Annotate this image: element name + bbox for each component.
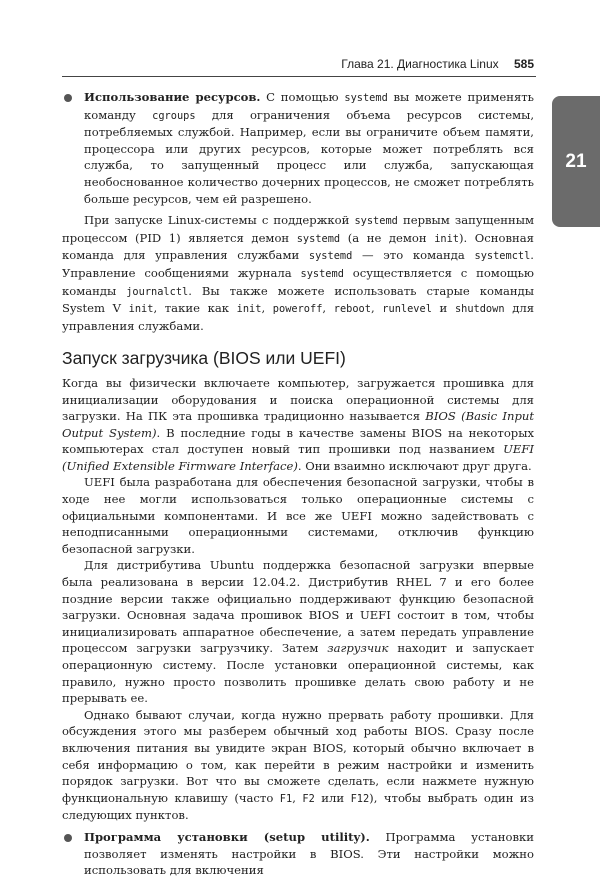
text: — это команда [352,248,475,263]
bullet-text [84,829,534,879]
text: и [431,301,455,316]
text: . Управление сообщениями журнала [62,248,534,280]
text: При запуске Linux-системы с поддержкой [84,213,355,228]
code: systemd [300,267,344,280]
text: , [370,301,383,316]
paragraph-systemd [62,212,534,334]
text: . Вы также можете использовать старые команды System V [62,283,534,316]
bullet-icon [64,94,72,102]
text: Когда вы физически включаете компьютер, загружается прошивка для инициализации оборудования и поиска операционной системы для загрузки. На ПК эта прошивка традиционно называется [62,375,534,424]
term: BIOS (Basic Input Output System) [62,409,534,440]
code: systemd [354,215,398,228]
bullet-setup-utility [62,829,534,879]
term: UEFI (Unified Extensible Firmware Interface) [62,442,534,473]
code: runlevel [382,303,432,316]
code: init [434,232,459,245]
code: F12 [350,792,370,805]
text: , [261,301,273,316]
text: первым запущенным процессом (PID 1) является демон [62,213,535,245]
bullet-term: Использование ресурсов. [84,90,261,104]
bullet-term: Программа установки (setup utility). [84,829,370,844]
paragraph-firmware [62,375,534,475]
header-divider [62,76,536,77]
code: init [128,303,154,316]
section-heading: Запуск загрузчика (BIOS или UEFI) [62,348,346,369]
text: , [322,301,334,316]
text: ). Основная команда для управления службами [62,230,534,263]
text: , [292,790,303,805]
page-body [62,89,534,879]
text: ), чтобы выбрать один из следующих пунктов. [62,790,534,823]
page-number: 585 [513,57,534,71]
chapter-tab-number: 21 [565,150,587,172]
chapter-tab [552,96,600,227]
chapter-title: Глава 21. Диагностика Linux [341,57,499,71]
text: вы можете применять команду [84,90,534,122]
text: . В последние годы в качестве замены BIOS на некоторых компьютерах стал доступен новый тип прошивки под названием [62,425,534,457]
code: systemctl [474,250,531,263]
text: или [314,790,351,805]
bullet-resource-usage [62,89,534,207]
code: F2 [302,792,315,805]
text: (а не демон [340,230,435,245]
code: systemd [344,92,388,104]
paragraph-ubuntu [62,557,534,706]
code: init [236,303,262,316]
code: shutdown [454,303,505,316]
text: Однако бывают случаи, когда нужно прервать работу прошивки. Для обсуждения этого мы разберем обычный ход работы BIOS. Сразу после включения питания вы увидите экран BIOS, который обычно включает в себя информацию о том, как перейти в режим настройки и изменить порядок загрузки. Вот что вы сможете сделать, если нажмете нужную функциональную клавишу (часто [62,707,534,805]
code: cgroups [152,109,196,122]
paragraph-bios-keys [62,707,534,824]
code: systemd [296,232,341,245]
code: F1 [279,792,293,805]
text: . Они взаимно исключают друг друга. [297,458,532,473]
text: Для дистрибутива Ubuntu поддержка безопасной загрузки впервые была реализована в версии 12.04.2. Дистрибутив RHEL 7 и его более поздние версии также официально поддерживают функцию безопасной загрузки. Основная задача прошивок BIOS и UEFI состоит в том, чтобы инициализировать аппаратное обеспечение, а затем передать управление процессом загрузки загрузчику. Затем [62,558,534,656]
paragraph-uefi: UEFI была разработана для обеспечения безопасной загрузки, чтобы в ходе нее могли использоваться только операционные системы с официальными компонентами. И все же UEFI можно задействовать с неподписанными операционными системами, отключив функцию безопасной загрузки. [62,475,534,556]
text: С помощью [260,90,345,104]
code: journalctl [126,285,189,298]
code: systemd [308,250,353,263]
bullet-icon [64,834,72,842]
text: для ограничения объема ресурсов системы, потребляемых службой. Например, если вы ограничите объем памяти, процессора или других ресурсов, которые может потреблять вся служба, то запущенный процесс или служба, запускающая необоснованное количество дочерних процессов, не сможет потреблять больше ресурсов, чем ей разрешено. [84,107,535,206]
text: Программа установки позволяет изменять настройки в BIOS. Эти настройки можно использовать для включения [84,829,534,878]
text: для управления службами. [62,301,535,333]
text: , такие как [153,301,237,316]
code: reboot [333,303,371,316]
code: poweroff [272,303,323,316]
text: осуществляется с помощью команды [62,265,534,298]
running-header [62,57,534,71]
term: загрузчик [327,641,389,656]
text: находит и запускает операционную систему. После установки операционной системы, как правило, нужно просто позволить прошивке делать свою работу и не прерывать ее. [62,641,534,706]
bullet-text [84,89,534,207]
